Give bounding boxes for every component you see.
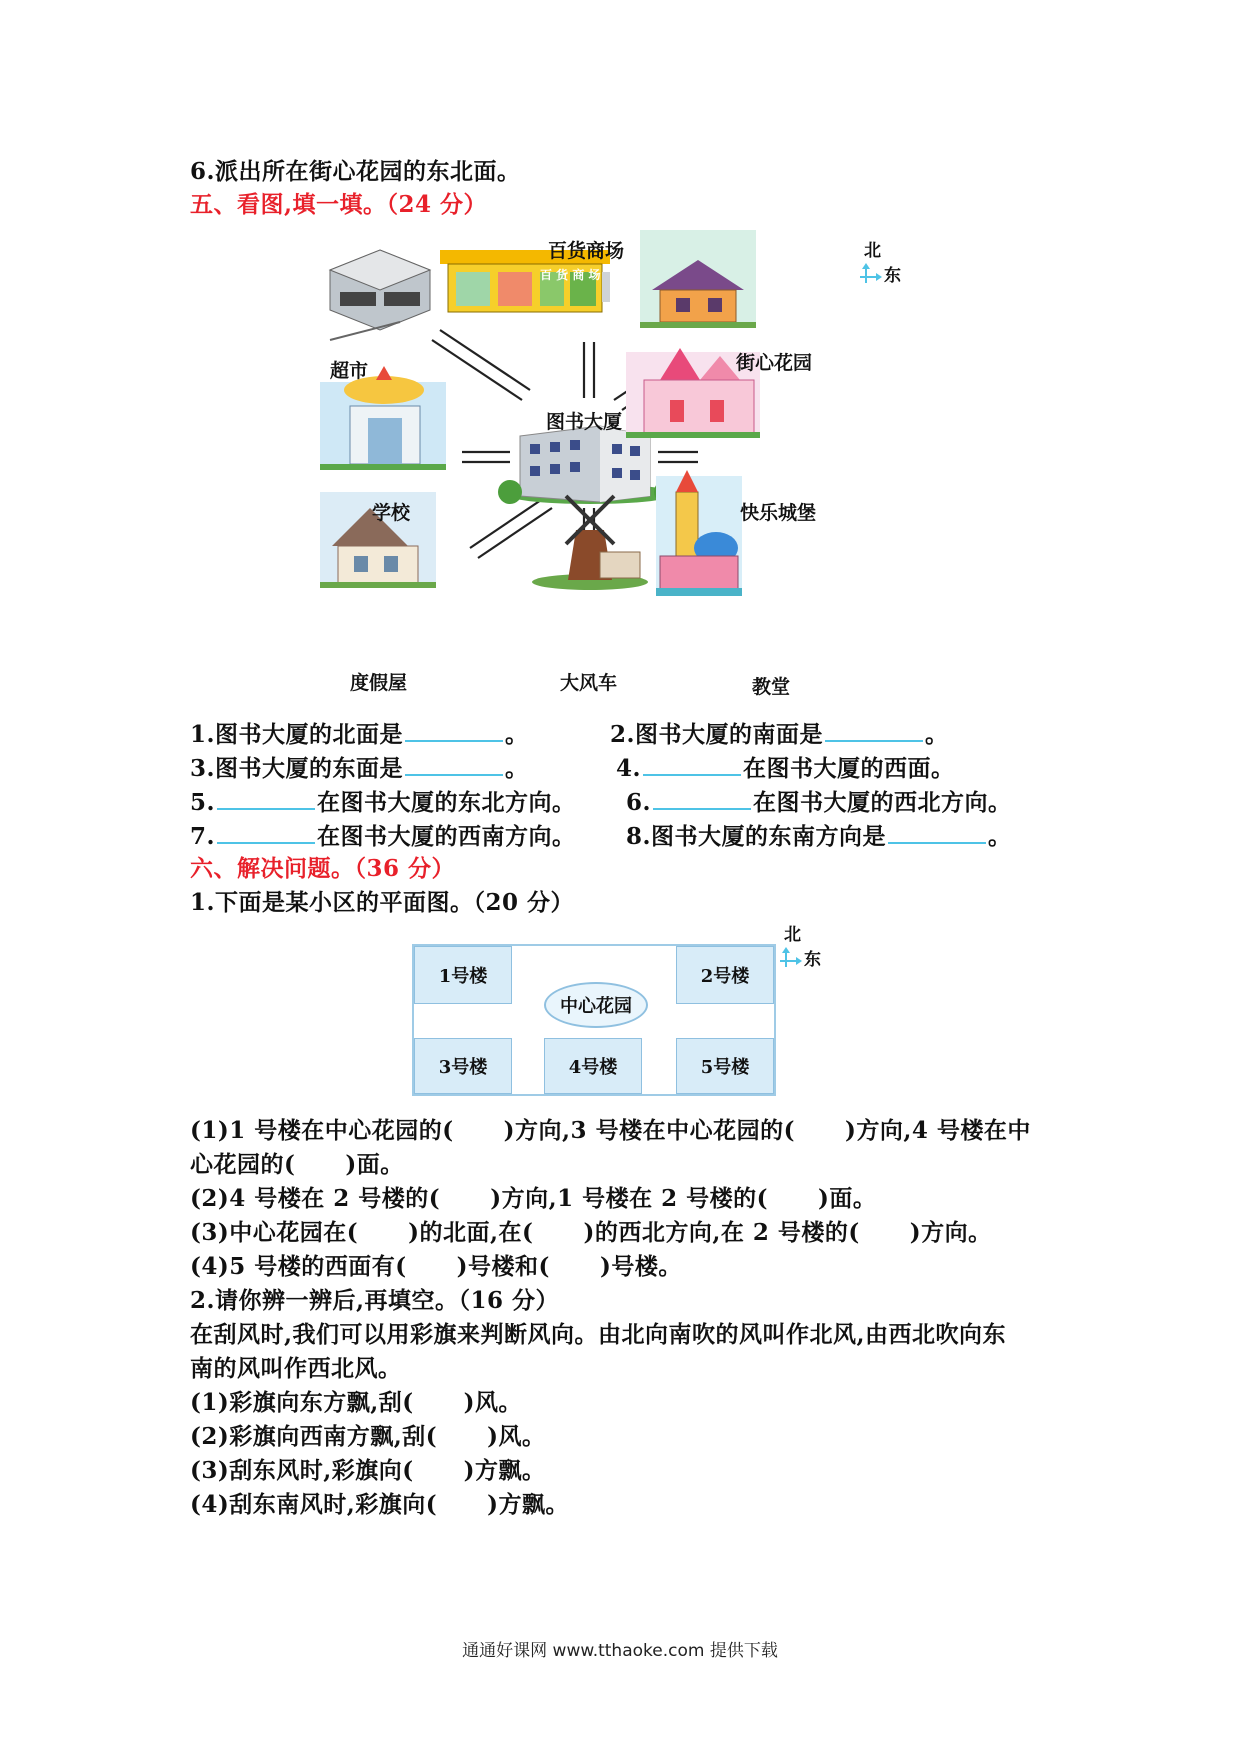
p2-q1-part: (1)彩旗向东方飘,刮( [190,1389,414,1416]
q7-blank[interactable] [217,820,315,844]
building-2: 2号楼 [676,946,774,1004]
section-5-title: 五、看图,填一填。（24 分） [190,191,488,218]
p1-q1-part: )方向,4 号楼在中 [844,1117,1031,1144]
p1-q4 [190,1252,682,1282]
compass-plan [780,920,821,970]
q6-text: 在图书大厦的西北方向。 [753,789,1012,816]
q3-blank[interactable] [405,752,503,776]
q4-num: 4. [616,755,642,782]
p1-q1-part: (1)1 号楼在中心花园的( [190,1117,454,1144]
park-house-image [640,230,756,328]
p2-q3-part: )方飘。 [463,1457,546,1484]
q-row-2 [190,752,955,784]
q2-blank[interactable] [825,718,923,742]
q3-text: 3.图书大厦的东面是 [190,755,404,782]
q8-end: 。 [988,823,1012,850]
problem-2-intro-2: 南的风叫作西北风。 [190,1355,402,1382]
q2-text: 2.图书大厦的南面是 [610,721,824,748]
q4-blank[interactable] [643,752,741,776]
p2-q1-part: )风。 [463,1389,523,1416]
community-plan [412,944,776,1096]
p2-q1 [190,1388,522,1418]
p1-q3-part: )方向。 [909,1219,992,1246]
label-church: 教堂 [752,676,791,698]
building-1: 1号楼 [414,946,512,1004]
p1-q2-part: )面。 [818,1185,877,1212]
q5-num: 5. [190,789,216,816]
p1-q2-part: (2)4 号楼在 2 号楼的( [190,1185,441,1212]
problem-1-title: 1.下面是某小区的平面图。（20 分） [190,889,575,916]
p1-q3-part: )的西北方向,在 2 号楼的( [583,1219,860,1246]
compass-arrow-icon [780,947,802,969]
compass-east-label: 东 [884,266,901,286]
label-library: 图书大厦 [546,411,623,433]
q6-blank[interactable] [653,786,751,810]
label-school: 学校 [372,502,411,524]
p1-q3-part: )的北面,在( [408,1219,534,1246]
q6-num: 6. [626,789,652,816]
label-department-store: 百货商场 [548,240,625,262]
direction-map [320,230,880,700]
p2-q3 [190,1456,546,1486]
q-row-1 [190,718,949,750]
p2-q2-part: (2)彩旗向西南方飘,刮( [190,1423,438,1450]
compass-arrow-icon [860,263,882,285]
q5-blank[interactable] [217,786,315,810]
p2-q3-part: (3)刮东风时,彩旗向( [190,1457,414,1484]
label-department-store-sign: 百 货 商 场 [540,268,601,282]
compass-east-label: 东 [804,950,821,970]
p1-q1-part: )面。 [345,1151,404,1178]
q1-end: 。 [505,721,529,748]
p1-q1-part: )方向,3 号楼在中心花园的( [503,1117,795,1144]
building-5: 5号楼 [676,1038,774,1094]
label-windmill: 大风车 [560,672,618,694]
p1-q4-part: (4)5 号楼的西面有( [190,1253,407,1280]
item-6: 6.派出所在街心花园的东北面。 [190,158,521,185]
label-happy-castle: 快乐城堡 [740,502,817,524]
p2-q4-part: )方飘。 [487,1491,570,1518]
q3-end: 。 [505,755,529,782]
p2-q4 [190,1490,569,1520]
q2-end: 。 [925,721,949,748]
central-garden: 中心花园 [544,982,648,1028]
q-row-3 [190,786,1012,818]
q1-blank[interactable] [405,718,503,742]
footer: 通通好课网 www.tthaoke.com 提供下载 [462,1641,778,1661]
q-row-4 [190,820,1012,852]
q7-text: 在图书大厦的西南方向。 [317,823,576,850]
q8-text: 8.图书大厦的东南方向是 [626,823,887,850]
p1-q2-part: )方向,1 号楼在 2 号楼的( [490,1185,768,1212]
p2-q4-part: (4)刮东南风时,彩旗向( [190,1491,438,1518]
problem-2-intro-1: 在刮风时,我们可以用彩旗来判断风向。由北向南吹的风叫作北风,由西北吹向东 [190,1321,1007,1348]
compass-north-label: 北 [784,925,801,945]
church-image [656,470,742,596]
label-vacation-house: 度假屋 [350,672,408,694]
p2-q2-part: )风。 [487,1423,546,1450]
q8-blank[interactable] [888,820,986,844]
p1-q3-part: (3)中心花园在( [190,1219,359,1246]
p1-q2 [190,1184,876,1214]
q1-text: 1.图书大厦的北面是 [190,721,404,748]
label-park: 街心花园 [736,352,813,374]
compass-map [860,236,901,286]
q4-text: 在图书大厦的西面。 [743,755,955,782]
label-supermarket: 超市 [330,360,369,382]
p2-q2 [190,1422,546,1452]
problem-2-title: 2.请你辨一辨后,再填空。（16 分） [190,1287,560,1314]
q5-text: 在图书大厦的东北方向。 [317,789,576,816]
building-3: 3号楼 [414,1038,512,1094]
p1-q4-part: )号楼和( [456,1253,550,1280]
q7-num: 7. [190,823,216,850]
p1-q3 [190,1218,992,1248]
p1-q1-line1 [190,1116,1031,1146]
p1-q4-part: )号楼。 [599,1253,682,1280]
building-4: 4号楼 [544,1038,642,1094]
p1-q1-part: 心花园的( [190,1151,296,1178]
compass-north-label: 北 [864,241,881,261]
supermarket-image [330,250,430,340]
section-6-title: 六、解决问题。（36 分） [190,855,456,882]
p1-q1-line2 [190,1150,404,1180]
